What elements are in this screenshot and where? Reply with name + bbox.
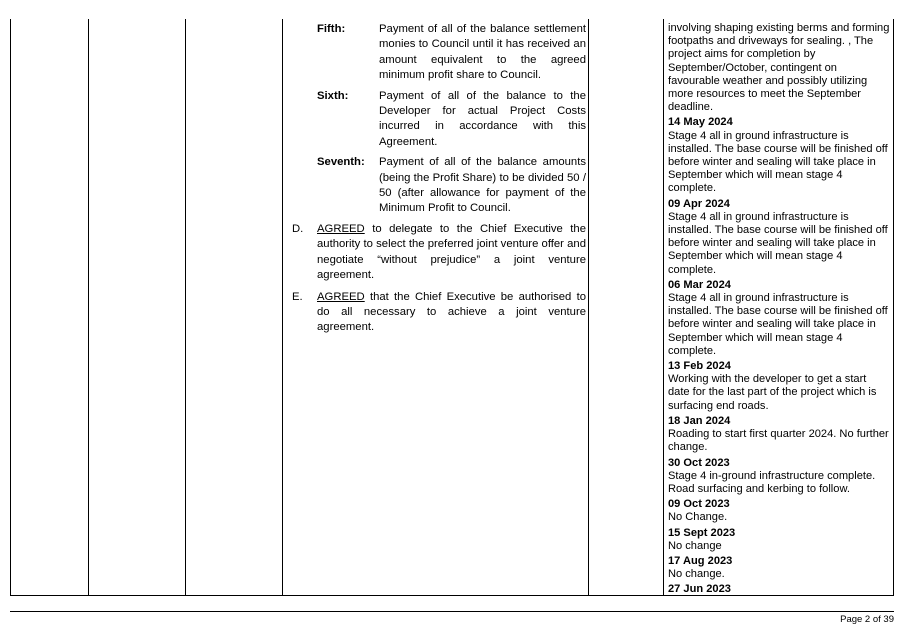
- update-date: 30 Oct 2023: [668, 456, 730, 469]
- column-divider: [663, 19, 664, 596]
- update-intro: involving shaping existing berms and forming footpaths and driveways for sealing. , The project aims for completion by September/October, contingent on favourable weather and possibly utilizing more resources to meet the September deadline.: [668, 22, 890, 114]
- footer-rule: [10, 611, 894, 612]
- clause-text: Payment of all of the balance amounts (being the Profit Share) to be divided 50 / 50 (after allowance for payment of the Minimum Profit to Council.: [379, 156, 586, 215]
- update-text: Working with the developer to get a start date for the last part of the project which is surfacing end roads.: [668, 373, 877, 412]
- item-letter: E.: [292, 290, 303, 303]
- column-divider: [282, 19, 283, 596]
- update-date: 14 May 2024: [668, 116, 733, 129]
- clause-label: Fifth:: [317, 23, 346, 35]
- column-divider: [185, 19, 186, 596]
- update-text: Stage 4 all in ground infrastructure is installed. The base course will be finished off before winter and sealing will take place in September which will mean stage 4 complete.: [668, 292, 888, 357]
- clause-text: Payment of all of the balance to the Developer for actual Project Costs incurred in accordance with this Agreement.: [379, 89, 586, 148]
- clause: [292, 89, 586, 151]
- item-body: to delegate to the Chief Executive the authority to select the preferred joint venture offer and negotiate “without prejudice” a joint venture agreement.: [317, 222, 586, 282]
- update-date: 15 Sept 2023: [668, 526, 736, 539]
- clause-label: Sixth:: [317, 89, 349, 102]
- agreed-keyword: AGREED: [317, 290, 365, 303]
- update-text: Stage 4 all in ground infrastructure is installed. The base course will be finished off before winter and sealing will take place in September which will mean stage 4 complete.: [668, 129, 888, 195]
- resolution-item: [292, 290, 586, 336]
- item-letter: D.: [292, 222, 304, 235]
- resolution-item: [292, 222, 586, 284]
- clause-text: Payment of all of the balance settlement monies to Council until it has received an amount equivalent to the agreed minimum profit share to Council.: [379, 23, 586, 82]
- item-body: that the Chief Executive be authorised to do all necessary to achieve a joint venture agreement.: [317, 290, 586, 334]
- update-text: No Change.: [668, 511, 728, 524]
- agreed-keyword: AGREED: [317, 222, 365, 235]
- update-text: No change: [668, 539, 722, 552]
- item-text: [317, 290, 586, 336]
- update-date: 27 Jun 2023: [668, 583, 731, 596]
- update-text: Roading to start first quarter 2024. No further change.: [668, 428, 889, 454]
- update-date: 06 Mar 2024: [668, 278, 731, 291]
- item-text: [317, 222, 586, 284]
- column-divider: [588, 19, 589, 596]
- update-text: Stage 4 all in ground infrastructure is installed. The base course will be finished off before winter and sealing will take place in September which will mean stage 4 complete.: [668, 210, 888, 276]
- update-date: 18 Jan 2024: [668, 414, 731, 427]
- column-divider: [88, 19, 89, 596]
- clause: [292, 155, 586, 217]
- update-date: 17 Aug 2023: [668, 554, 733, 567]
- update-date: 09 Apr 2024: [668, 197, 730, 210]
- resolution-column: [292, 22, 586, 342]
- clause-label: Seventh:: [317, 156, 365, 169]
- updates-column: [668, 22, 890, 597]
- update-date: 09 Oct 2023: [668, 498, 730, 511]
- update-text: No change.: [668, 568, 725, 581]
- clause: [292, 22, 586, 84]
- update-date: 13 Feb 2024: [668, 360, 731, 373]
- update-text: Stage 4 in-ground infrastructure complete. Road surfacing and kerbing to follow.: [668, 469, 876, 495]
- page-number: Page 2 of 39: [840, 614, 894, 625]
